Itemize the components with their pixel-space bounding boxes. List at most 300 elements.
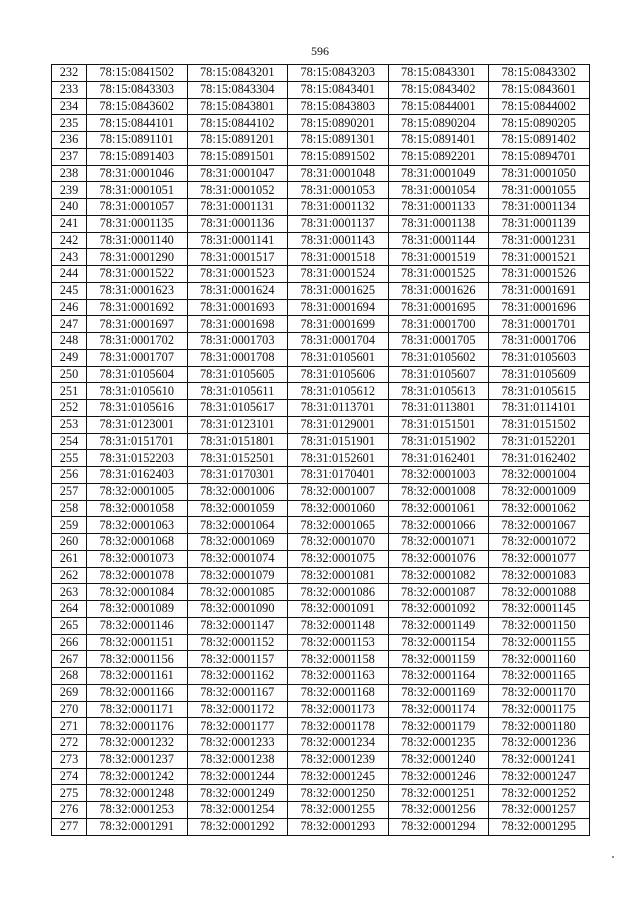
cadastral-number-cell: 78:15:0894701 xyxy=(489,148,590,165)
cadastral-number-cell: 78:32:0001079 xyxy=(187,567,288,584)
cadastral-number-cell: 78:31:0113701 xyxy=(288,400,389,417)
cadastral-number-cell: 78:31:0152203 xyxy=(87,450,188,467)
table-row xyxy=(52,132,590,149)
cadastral-number-cell: 78:32:0001076 xyxy=(388,550,489,567)
table-row xyxy=(52,148,590,165)
cadastral-number-cell: 78:31:0001055 xyxy=(489,182,590,199)
cadastral-number-cell: 78:32:0001145 xyxy=(489,601,590,618)
row-number-cell: 242 xyxy=(52,232,87,249)
cadastral-number-cell: 78:31:0001137 xyxy=(288,215,389,232)
row-number-cell: 265 xyxy=(52,617,87,634)
cadastral-number-cell: 78:31:0001135 xyxy=(87,215,188,232)
table-row xyxy=(52,349,590,366)
cadastral-number-cell: 78:32:0001255 xyxy=(288,802,389,819)
cadastral-number-cell: 78:31:0001526 xyxy=(489,266,590,283)
cadastral-number-cell: 78:31:0001051 xyxy=(87,182,188,199)
cadastral-number-cell: 78:31:0001694 xyxy=(288,299,389,316)
cadastral-number-cell: 78:32:0001088 xyxy=(489,584,590,601)
cadastral-number-cell: 78:15:0844002 xyxy=(489,98,590,115)
cadastral-number-cell: 78:32:0001179 xyxy=(388,718,489,735)
cadastral-number-cell: 78:32:0001162 xyxy=(187,668,288,685)
cadastral-number-cell: 78:31:0001523 xyxy=(187,266,288,283)
cadastral-number-cell: 78:31:0001132 xyxy=(288,199,389,216)
cadastral-number-cell: 78:15:0843402 xyxy=(388,81,489,98)
cadastral-number-cell: 78:31:0001704 xyxy=(288,333,389,350)
cadastral-number-cell: 78:31:0001701 xyxy=(489,316,590,333)
cadastral-number-cell: 78:31:0001695 xyxy=(388,299,489,316)
cadastral-number-cell: 78:31:0001050 xyxy=(489,165,590,182)
cadastral-number-cell: 78:32:0001059 xyxy=(187,500,288,517)
cadastral-number-cell: 78:32:0001007 xyxy=(288,483,389,500)
row-number-cell: 271 xyxy=(52,718,87,735)
cadastral-number-cell: 78:32:0001081 xyxy=(288,567,389,584)
row-number-cell: 238 xyxy=(52,165,87,182)
table-row xyxy=(52,450,590,467)
cadastral-number-cell: 78:31:0001138 xyxy=(388,215,489,232)
cadastral-number-cell: 78:32:0001167 xyxy=(187,684,288,701)
cadastral-number-cell: 78:32:0001251 xyxy=(388,785,489,802)
cadastral-number-cell: 78:31:0001131 xyxy=(187,199,288,216)
row-number-cell: 264 xyxy=(52,601,87,618)
cadastral-number-cell: 78:31:0001141 xyxy=(187,232,288,249)
cadastral-number-cell: 78:32:0001256 xyxy=(388,802,489,819)
cadastral-number-cell: 78:15:0891502 xyxy=(288,148,389,165)
row-number-cell: 270 xyxy=(52,701,87,718)
cadastral-number-cell: 78:15:0843602 xyxy=(87,98,188,115)
row-number-cell: 245 xyxy=(52,282,87,299)
cadastral-number-cell: 78:32:0001159 xyxy=(388,651,489,668)
table-row xyxy=(52,701,590,718)
cadastral-number-cell: 78:31:0105606 xyxy=(288,366,389,383)
cadastral-number-cell: 78:31:0001692 xyxy=(87,299,188,316)
cadastral-number-cell: 78:31:0001705 xyxy=(388,333,489,350)
cadastral-number-cell: 78:31:0001053 xyxy=(288,182,389,199)
table-row xyxy=(52,282,590,299)
cadastral-number-cell: 78:31:0001696 xyxy=(489,299,590,316)
table-row xyxy=(52,768,590,785)
table-row xyxy=(52,617,590,634)
row-number-cell: 272 xyxy=(52,735,87,752)
cadastral-number-cell: 78:32:0001072 xyxy=(489,534,590,551)
cadastral-number-cell: 78:32:0001249 xyxy=(187,785,288,802)
row-number-cell: 251 xyxy=(52,383,87,400)
cadastral-number-cell: 78:31:0001046 xyxy=(87,165,188,182)
table-row xyxy=(52,98,590,115)
cadastral-number-cell: 78:32:0001178 xyxy=(288,718,389,735)
cadastral-number-cell: 78:31:0123101 xyxy=(187,416,288,433)
row-number-cell: 268 xyxy=(52,668,87,685)
cadastral-number-cell: 78:15:0843203 xyxy=(288,65,389,82)
cadastral-number-cell: 78:31:0001057 xyxy=(87,199,188,216)
cadastral-number-cell: 78:32:0001248 xyxy=(87,785,188,802)
row-number-cell: 249 xyxy=(52,349,87,366)
cadastral-number-cell: 78:31:0001698 xyxy=(187,316,288,333)
cadastral-number-cell: 78:32:0001254 xyxy=(187,802,288,819)
cadastral-number-cell: 78:31:0123001 xyxy=(87,416,188,433)
cadastral-numbers-table xyxy=(51,64,590,836)
cadastral-number-cell: 78:15:0890201 xyxy=(288,115,389,132)
cadastral-number-cell: 78:32:0001152 xyxy=(187,634,288,651)
cadastral-number-cell: 78:31:0152601 xyxy=(288,450,389,467)
cadastral-number-cell: 78:32:0001064 xyxy=(187,517,288,534)
cadastral-number-cell: 78:32:0001062 xyxy=(489,500,590,517)
cadastral-number-cell: 78:32:0001239 xyxy=(288,751,389,768)
table-row xyxy=(52,249,590,266)
cadastral-number-cell: 78:15:0890204 xyxy=(388,115,489,132)
cadastral-number-cell: 78:32:0001068 xyxy=(87,534,188,551)
row-number-cell: 256 xyxy=(52,467,87,484)
row-number-cell: 274 xyxy=(52,768,87,785)
cadastral-number-cell: 78:31:0151502 xyxy=(489,416,590,433)
cadastral-number-cell: 78:31:0001702 xyxy=(87,333,188,350)
cadastral-number-cell: 78:31:0001703 xyxy=(187,333,288,350)
cadastral-number-cell: 78:15:0843803 xyxy=(288,98,389,115)
cadastral-number-cell: 78:32:0001089 xyxy=(87,601,188,618)
cadastral-number-cell: 78:32:0001161 xyxy=(87,668,188,685)
cadastral-number-cell: 78:31:0113801 xyxy=(388,400,489,417)
row-number-cell: 243 xyxy=(52,249,87,266)
cadastral-number-cell: 78:15:0891201 xyxy=(187,132,288,149)
table-row xyxy=(52,316,590,333)
cadastral-number-cell: 78:32:0001065 xyxy=(288,517,389,534)
cadastral-number-cell: 78:32:0001153 xyxy=(288,634,389,651)
table-row xyxy=(52,735,590,752)
cadastral-number-cell: 78:31:0151901 xyxy=(288,433,389,450)
cadastral-number-cell: 78:32:0001175 xyxy=(489,701,590,718)
row-number-cell: 250 xyxy=(52,366,87,383)
cadastral-number-cell: 78:32:0001146 xyxy=(87,617,188,634)
cadastral-number-cell: 78:32:0001172 xyxy=(187,701,288,718)
row-number-cell: 266 xyxy=(52,634,87,651)
table-row xyxy=(52,215,590,232)
cadastral-number-cell: 78:32:0001158 xyxy=(288,651,389,668)
cadastral-number-cell: 78:32:0001247 xyxy=(489,768,590,785)
cadastral-number-cell: 78:31:0151902 xyxy=(388,433,489,450)
cadastral-number-cell: 78:31:0105611 xyxy=(187,383,288,400)
cadastral-number-cell: 78:32:0001253 xyxy=(87,802,188,819)
cadastral-number-cell: 78:32:0001246 xyxy=(388,768,489,785)
cadastral-number-cell: 78:31:0001231 xyxy=(489,232,590,249)
cadastral-number-cell: 78:15:0891402 xyxy=(489,132,590,149)
cadastral-number-cell: 78:31:0105609 xyxy=(489,366,590,383)
row-number-cell: 241 xyxy=(52,215,87,232)
cadastral-number-cell: 78:32:0001083 xyxy=(489,567,590,584)
cadastral-number-cell: 78:15:0843301 xyxy=(388,65,489,82)
cadastral-number-cell: 78:31:0152501 xyxy=(187,450,288,467)
cadastral-number-cell: 78:31:0001525 xyxy=(388,266,489,283)
cadastral-number-cell: 78:32:0001091 xyxy=(288,601,389,618)
cadastral-number-cell: 78:32:0001004 xyxy=(489,467,590,484)
table-row xyxy=(52,366,590,383)
cadastral-number-cell: 78:15:0891101 xyxy=(87,132,188,149)
row-number-cell: 260 xyxy=(52,534,87,551)
row-number-cell: 263 xyxy=(52,584,87,601)
table-row xyxy=(52,416,590,433)
cadastral-number-cell: 78:32:0001063 xyxy=(87,517,188,534)
cadastral-number-cell: 78:32:0001164 xyxy=(388,668,489,685)
cadastral-number-cell: 78:32:0001070 xyxy=(288,534,389,551)
cadastral-number-cell: 78:32:0001148 xyxy=(288,617,389,634)
cadastral-number-cell: 78:32:0001160 xyxy=(489,651,590,668)
cadastral-number-cell: 78:32:0001058 xyxy=(87,500,188,517)
cadastral-number-cell: 78:32:0001245 xyxy=(288,768,389,785)
table-row xyxy=(52,634,590,651)
cadastral-number-cell: 78:32:0001238 xyxy=(187,751,288,768)
table-row xyxy=(52,383,590,400)
table-row xyxy=(52,601,590,618)
cadastral-number-cell: 78:32:0001257 xyxy=(489,802,590,819)
table-row xyxy=(52,651,590,668)
cadastral-number-cell: 78:31:0105613 xyxy=(388,383,489,400)
table-row xyxy=(52,684,590,701)
cadastral-number-cell: 78:15:0891403 xyxy=(87,148,188,165)
cadastral-number-cell: 78:32:0001293 xyxy=(288,818,389,835)
cadastral-number-cell: 78:32:0001071 xyxy=(388,534,489,551)
cadastral-number-cell: 78:31:0001706 xyxy=(489,333,590,350)
cadastral-number-cell: 78:31:0001700 xyxy=(388,316,489,333)
table-row xyxy=(52,266,590,283)
cadastral-number-cell: 78:31:0105603 xyxy=(489,349,590,366)
cadastral-number-cell: 78:32:0001232 xyxy=(87,735,188,752)
cadastral-number-cell: 78:32:0001291 xyxy=(87,818,188,835)
row-number-cell: 258 xyxy=(52,500,87,517)
cadastral-number-cell: 78:32:0001171 xyxy=(87,701,188,718)
cadastral-number-cell: 78:15:0843801 xyxy=(187,98,288,115)
cadastral-number-cell: 78:32:0001170 xyxy=(489,684,590,701)
cadastral-number-cell: 78:32:0001003 xyxy=(388,467,489,484)
cadastral-number-cell: 78:32:0001005 xyxy=(87,483,188,500)
cadastral-number-cell: 78:31:0170301 xyxy=(187,467,288,484)
table-row xyxy=(52,517,590,534)
cadastral-number-cell: 78:15:0843302 xyxy=(489,65,590,82)
cadastral-number-cell: 78:31:0001049 xyxy=(388,165,489,182)
row-number-cell: 236 xyxy=(52,132,87,149)
cadastral-number-cell: 78:32:0001074 xyxy=(187,550,288,567)
row-number-cell: 247 xyxy=(52,316,87,333)
cadastral-number-cell: 78:32:0001180 xyxy=(489,718,590,735)
cadastral-number-cell: 78:32:0001157 xyxy=(187,651,288,668)
table-row xyxy=(52,400,590,417)
table-row xyxy=(52,550,590,567)
cadastral-number-cell: 78:32:0001147 xyxy=(187,617,288,634)
table-row xyxy=(52,115,590,132)
cadastral-number-cell: 78:31:0105615 xyxy=(489,383,590,400)
table-row xyxy=(52,668,590,685)
cadastral-number-cell: 78:32:0001240 xyxy=(388,751,489,768)
cadastral-number-cell: 78:15:0891301 xyxy=(288,132,389,149)
row-number-cell: 254 xyxy=(52,433,87,450)
table-row xyxy=(52,483,590,500)
cadastral-number-cell: 78:32:0001156 xyxy=(87,651,188,668)
cadastral-number-cell: 78:31:0105612 xyxy=(288,383,389,400)
cadastral-number-cell: 78:31:0105601 xyxy=(288,349,389,366)
cadastral-number-cell: 78:31:0001522 xyxy=(87,266,188,283)
cadastral-number-cell: 78:31:0001047 xyxy=(187,165,288,182)
cadastral-number-cell: 78:32:0001061 xyxy=(388,500,489,517)
cadastral-number-cell: 78:32:0001009 xyxy=(489,483,590,500)
cadastral-number-cell: 78:31:0105605 xyxy=(187,366,288,383)
table-row xyxy=(52,785,590,802)
row-number-cell: 267 xyxy=(52,651,87,668)
cadastral-number-cell: 78:32:0001085 xyxy=(187,584,288,601)
cadastral-number-cell: 78:32:0001294 xyxy=(388,818,489,835)
table-row xyxy=(52,299,590,316)
cadastral-number-cell: 78:32:0001174 xyxy=(388,701,489,718)
table-row xyxy=(52,165,590,182)
cadastral-number-cell: 78:31:0105607 xyxy=(388,366,489,383)
row-number-cell: 232 xyxy=(52,65,87,82)
cadastral-number-cell: 78:32:0001165 xyxy=(489,668,590,685)
row-number-cell: 253 xyxy=(52,416,87,433)
cadastral-number-cell: 78:32:0001087 xyxy=(388,584,489,601)
table-row xyxy=(52,751,590,768)
row-number-cell: 273 xyxy=(52,751,87,768)
cadastral-number-cell: 78:31:0001140 xyxy=(87,232,188,249)
cadastral-number-cell: 78:32:0001084 xyxy=(87,584,188,601)
cadastral-number-cell: 78:32:0001069 xyxy=(187,534,288,551)
cadastral-number-cell: 78:15:0843304 xyxy=(187,81,288,98)
row-number-cell: 277 xyxy=(52,818,87,835)
cadastral-number-cell: 78:31:0162402 xyxy=(489,450,590,467)
cadastral-number-cell: 78:31:0001133 xyxy=(388,199,489,216)
cadastral-number-cell: 78:31:0151801 xyxy=(187,433,288,450)
cadastral-number-cell: 78:15:0843401 xyxy=(288,81,389,98)
cadastral-number-cell: 78:32:0001075 xyxy=(288,550,389,567)
cadastral-number-cell: 78:32:0001163 xyxy=(288,668,389,685)
row-number-cell: 240 xyxy=(52,199,87,216)
cadastral-number-cell: 78:32:0001295 xyxy=(489,818,590,835)
cadastral-number-cell: 78:31:0001143 xyxy=(288,232,389,249)
cadastral-number-cell: 78:32:0001073 xyxy=(87,550,188,567)
cadastral-number-cell: 78:31:0001519 xyxy=(388,249,489,266)
page-number: 596 xyxy=(311,44,329,58)
cadastral-number-cell: 78:32:0001006 xyxy=(187,483,288,500)
table-row xyxy=(52,182,590,199)
cadastral-number-cell: 78:32:0001008 xyxy=(388,483,489,500)
cadastral-number-cell: 78:15:0844102 xyxy=(187,115,288,132)
cadastral-number-cell: 78:31:0001048 xyxy=(288,165,389,182)
cadastral-number-cell: 78:32:0001241 xyxy=(489,751,590,768)
table-row xyxy=(52,232,590,249)
table-row xyxy=(52,467,590,484)
cadastral-number-cell: 78:31:0001517 xyxy=(187,249,288,266)
cadastral-number-cell: 78:15:0843201 xyxy=(187,65,288,82)
cadastral-number-cell: 78:32:0001155 xyxy=(489,634,590,651)
cadastral-number-cell: 78:31:0114101 xyxy=(489,400,590,417)
row-number-cell: 275 xyxy=(52,785,87,802)
cadastral-number-cell: 78:31:0001623 xyxy=(87,282,188,299)
cadastral-number-cell: 78:32:0001077 xyxy=(489,550,590,567)
cadastral-number-cell: 78:15:0890205 xyxy=(489,115,590,132)
cadastral-number-cell: 78:31:0001521 xyxy=(489,249,590,266)
cadastral-number-cell: 78:31:0105604 xyxy=(87,366,188,383)
cadastral-number-cell: 78:32:0001150 xyxy=(489,617,590,634)
row-number-cell: 235 xyxy=(52,115,87,132)
cadastral-number-cell: 78:32:0001082 xyxy=(388,567,489,584)
row-number-cell: 234 xyxy=(52,98,87,115)
scan-speck xyxy=(612,856,614,858)
cadastral-number-cell: 78:31:0001144 xyxy=(388,232,489,249)
cadastral-number-cell: 78:31:0001626 xyxy=(388,282,489,299)
cadastral-number-cell: 78:31:0001524 xyxy=(288,266,389,283)
row-number-cell: 248 xyxy=(52,333,87,350)
cadastral-number-cell: 78:31:0151501 xyxy=(388,416,489,433)
row-number-cell: 257 xyxy=(52,483,87,500)
table-row xyxy=(52,718,590,735)
cadastral-number-cell: 78:32:0001086 xyxy=(288,584,389,601)
cadastral-number-cell: 78:31:0105617 xyxy=(187,400,288,417)
cadastral-number-cell: 78:31:0105610 xyxy=(87,383,188,400)
row-number-cell: 239 xyxy=(52,182,87,199)
cadastral-number-cell: 78:15:0844101 xyxy=(87,115,188,132)
cadastral-number-cell: 78:31:0001139 xyxy=(489,215,590,232)
table-row xyxy=(52,199,590,216)
cadastral-number-cell: 78:32:0001090 xyxy=(187,601,288,618)
cadastral-number-cell: 78:32:0001235 xyxy=(388,735,489,752)
cadastral-number-cell: 78:32:0001151 xyxy=(87,634,188,651)
table-row xyxy=(52,584,590,601)
cadastral-number-cell: 78:32:0001066 xyxy=(388,517,489,534)
table-row xyxy=(52,534,590,551)
table-row xyxy=(52,65,590,82)
row-number-cell: 244 xyxy=(52,266,87,283)
table-body xyxy=(52,65,590,836)
cadastral-number-cell: 78:32:0001177 xyxy=(187,718,288,735)
cadastral-number-cell: 78:31:0001136 xyxy=(187,215,288,232)
row-number-cell: 255 xyxy=(52,450,87,467)
table-row xyxy=(52,433,590,450)
cadastral-number-cell: 78:15:0844001 xyxy=(388,98,489,115)
cadastral-number-cell: 78:32:0001166 xyxy=(87,684,188,701)
cadastral-number-cell: 78:32:0001168 xyxy=(288,684,389,701)
row-number-cell: 259 xyxy=(52,517,87,534)
cadastral-number-cell: 78:32:0001237 xyxy=(87,751,188,768)
cadastral-number-cell: 78:15:0892201 xyxy=(388,148,489,165)
cadastral-number-cell: 78:32:0001092 xyxy=(388,601,489,618)
row-number-cell: 262 xyxy=(52,567,87,584)
cadastral-number-cell: 78:31:0129001 xyxy=(288,416,389,433)
cadastral-number-cell: 78:32:0001292 xyxy=(187,818,288,835)
table-row xyxy=(52,81,590,98)
cadastral-number-cell: 78:32:0001233 xyxy=(187,735,288,752)
row-number-cell: 233 xyxy=(52,81,87,98)
cadastral-number-cell: 78:31:0152201 xyxy=(489,433,590,450)
table-row xyxy=(52,802,590,819)
cadastral-number-cell: 78:15:0841502 xyxy=(87,65,188,82)
cadastral-number-cell: 78:31:0001625 xyxy=(288,282,389,299)
cadastral-number-cell: 78:31:0151701 xyxy=(87,433,188,450)
cadastral-number-cell: 78:31:0105602 xyxy=(388,349,489,366)
cadastral-number-cell: 78:31:0170401 xyxy=(288,467,389,484)
cadastral-number-cell: 78:31:0001290 xyxy=(87,249,188,266)
cadastral-number-cell: 78:32:0001252 xyxy=(489,785,590,802)
cadastral-number-cell: 78:32:0001078 xyxy=(87,567,188,584)
cadastral-number-cell: 78:32:0001149 xyxy=(388,617,489,634)
row-number-cell: 269 xyxy=(52,684,87,701)
cadastral-number-cell: 78:31:0001693 xyxy=(187,299,288,316)
cadastral-number-cell: 78:32:0001244 xyxy=(187,768,288,785)
cadastral-number-cell: 78:31:0001691 xyxy=(489,282,590,299)
cadastral-number-cell: 78:15:0891401 xyxy=(388,132,489,149)
cadastral-number-cell: 78:31:0001052 xyxy=(187,182,288,199)
row-number-cell: 246 xyxy=(52,299,87,316)
row-number-cell: 237 xyxy=(52,148,87,165)
cadastral-number-cell: 78:32:0001236 xyxy=(489,735,590,752)
cadastral-number-cell: 78:15:0891501 xyxy=(187,148,288,165)
cadastral-number-cell: 78:32:0001176 xyxy=(87,718,188,735)
cadastral-number-cell: 78:31:0001707 xyxy=(87,349,188,366)
cadastral-number-cell: 78:31:0001699 xyxy=(288,316,389,333)
